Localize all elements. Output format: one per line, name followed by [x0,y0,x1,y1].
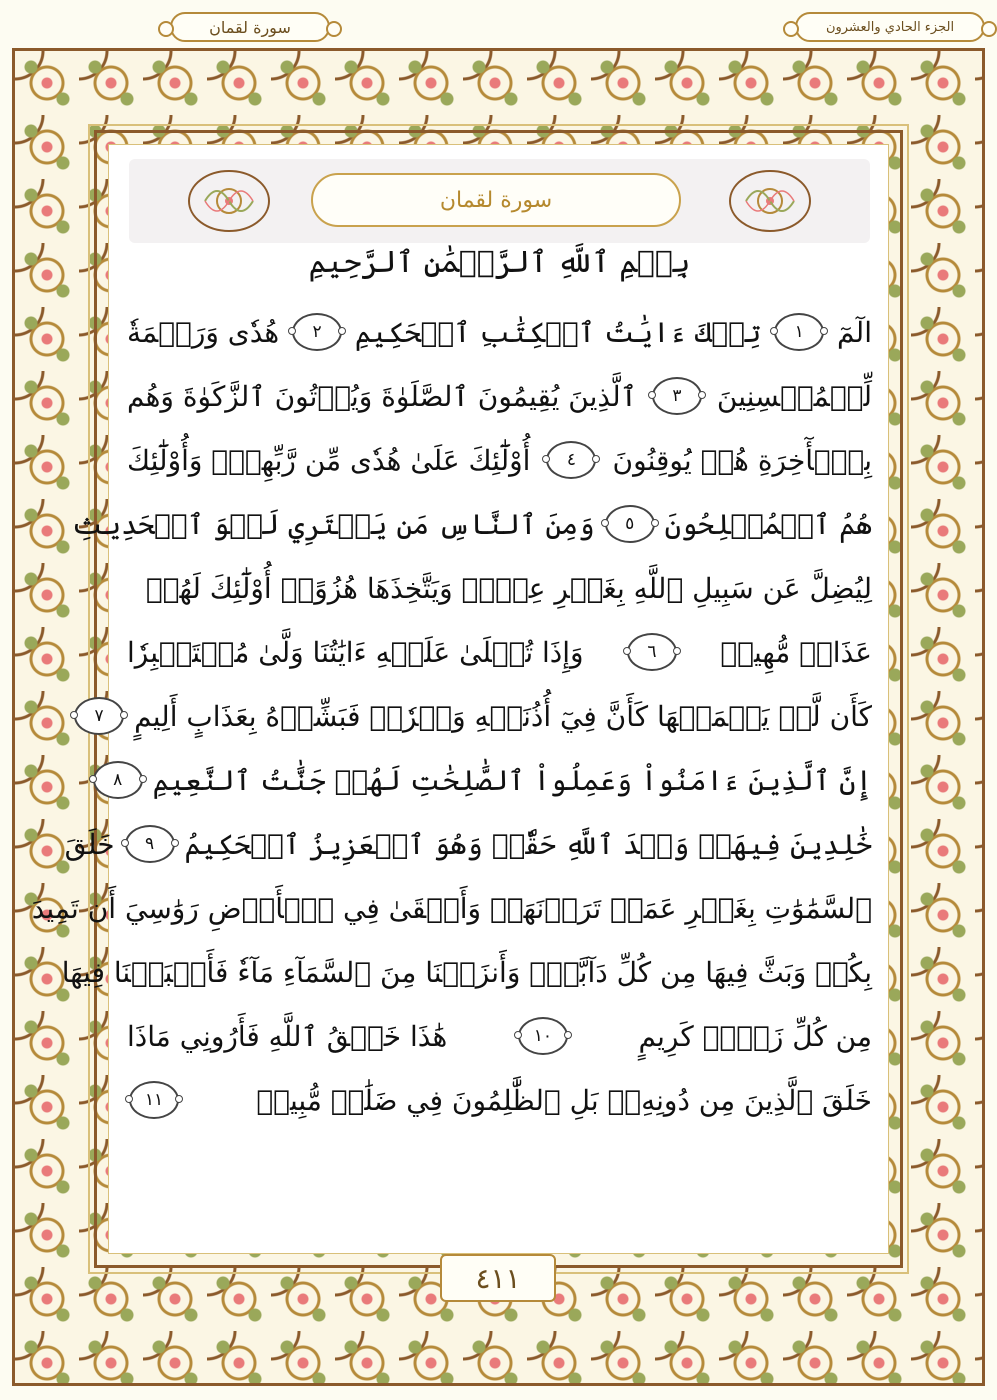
verse-text: بِٱلۡأٓخِرَةِ هُمۡ يُوقِنُونَ [612,443,872,477]
surah-title: سورة لقمان [311,173,681,227]
ayah-end-marker-icon: ٢ [292,313,342,351]
surah-header-panel [129,159,870,243]
ayah-end-marker-icon: ٥ [605,505,655,543]
floral-medallion-icon [185,167,273,235]
verse-line [123,364,876,428]
juz-label: الجزء الحادي والعشرون [795,12,985,42]
verse-text: مِن كُلِّ زَوۡجٖ كَرِيمٍ [638,1019,872,1053]
verse-text: ٱلسَّمَٰوَٰتِ بِغَيۡرِ عَمَدٖ تَرَوۡنَهَاۖ وَأَلۡقَىٰ فِي ٱلۡأَرۡضِ رَوَٰسِيَ أَن تَمِيدَ [31,891,872,925]
verse-text: خَلَقَ [64,827,115,861]
ayah-end-marker-icon: ٧ [74,697,124,735]
verse-text: هَٰذَا خَلۡقُ ٱللَّهِ فَأَرُونِي مَاذَا [127,1019,448,1053]
ayah-end-marker-icon: ٤ [546,441,596,479]
ayah-end-marker-icon: ٦ [627,633,677,671]
verse-text: لِّلۡمُحۡسِنِينَ [716,379,872,413]
verse-text: عَذَابٞ مُّهِينٞ [720,635,872,669]
verse-line [123,1004,876,1068]
verse-lines [31,300,876,1132]
ayah-end-marker-icon: ٨ [93,761,143,799]
ayah-end-marker-icon: ١ [774,313,824,351]
page-number: ٤١١ [440,1254,556,1302]
verse-line [64,812,876,876]
verse-text: وَمِنَ ٱلنَّاسِ مَن يَشۡتَرِي لَهۡوَ ٱلۡحَدِيثِ [71,507,595,541]
page-body [31,144,889,1254]
basmala: بِسۡمِ ٱللَّهِ ٱلرَّحۡمَٰنِ ٱلرَّحِيمِ [308,245,691,280]
verse-text: وَإِذَا تُتۡلَىٰ عَلَيۡهِ ءَايَٰتُنَا وَلَّىٰ مُسۡتَكۡبِرٗا [127,635,584,669]
ayah-end-marker-icon: ٩ [125,825,175,863]
ayah-end-marker-icon: ١٠ [518,1017,568,1055]
ayah-end-marker-icon: ١١ [129,1081,179,1119]
verse-text: هُمُ ٱلۡمُفۡلِحُونَ [664,507,872,541]
verse-line [31,876,876,940]
verse-text: ٱلَّذِينَ يُقِيمُونَ ٱلصَّلَوٰةَ وَيُؤۡتُونَ ٱلزَّكَوٰةَ وَهُم [127,379,638,413]
ayah-end-marker-icon: ٣ [652,377,702,415]
verse-text: بِكُمۡ وَبَثَّ فِيهَا مِن كُلِّ دَآبَّةٖۚ وَأَنزَلۡنَا مِنَ ٱلسَّمَآءِ مَآءٗ فَأَنۢبَتۡنَا فِيهَا [61,955,872,989]
verse-text: أُوْلَٰٓئِكَ عَلَىٰ هُدٗى مِّن رَّبِّهِمۡۖ وَأُوْلَٰٓئِكَ [127,443,531,477]
verse-text: كَأَن لَّمۡ يَسۡمَعۡهَا كَأَنَّ فِيٓ أُذُنَيۡهِ وَقۡرٗاۖ فَبَشِّرۡهُ بِعَذَابٍ أَلِيمٍ [134,699,872,733]
verse-line [123,428,876,492]
verse-text: خَلَقَ ٱلَّذِينَ مِن دُونِهِۦۚ بَلِ ٱلظَّٰلِمُونَ فِي ضَلَٰلٖ مُّبِينٖ [256,1083,872,1117]
verse-line [61,940,876,1004]
verse-text: الٓمٓ [837,315,872,349]
verse-line [71,492,876,556]
surah-label: سورة لقمان [170,12,330,42]
verse-line [123,300,876,364]
verse-text: تِلۡكَ ءَايَٰتُ ٱلۡكِتَٰبِ ٱلۡحَكِيمِ [354,315,762,349]
verse-text: إِنَّ ٱلَّذِينَ ءَامَنُواْ وَعَمِلُواْ ٱلصَّٰلِحَٰتِ لَهُمۡ جَنَّٰتُ ٱلنَّعِيمِ [152,763,872,797]
verse-line [123,620,876,684]
verse-text: لِيُضِلَّ عَن سَبِيلِ ٱللَّهِ بِغَيۡرِ عِلۡمٖ وَيَتَّخِذَهَا هُزُوًاۚ أُوْلَٰٓئِكَ لَهُمۡ [145,571,872,605]
verse-line [123,556,876,620]
verse-line [113,748,876,812]
verse-line [94,684,876,748]
verse-text: هُدٗى وَرَحۡمَةٗ [127,315,280,349]
verse-line [123,1068,876,1132]
floral-medallion-icon [726,167,814,235]
verse-text: خَٰلِدِينَ فِيهَاۖ وَعۡدَ ٱللَّهِ حَقّٗاۚ وَهُوَ ٱلۡعَزِيزُ ٱلۡحَكِيمُ [184,827,872,861]
